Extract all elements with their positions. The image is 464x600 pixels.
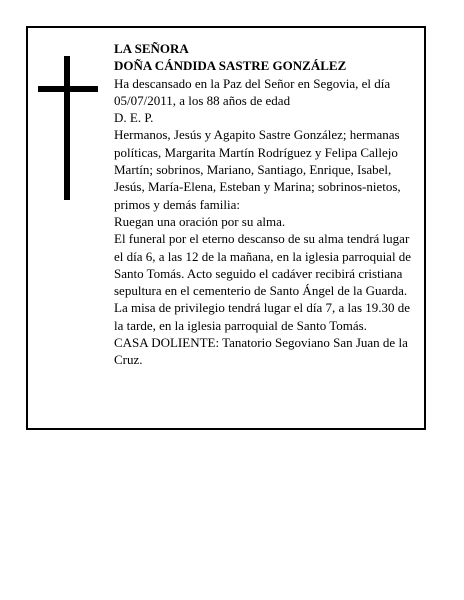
deceased-name: DOÑA CÁNDIDA SASTRE GONZÁLEZ: [114, 58, 347, 74]
cross-vertical-bar: [64, 56, 70, 200]
obituary-notice: [26, 26, 426, 430]
cross-horizontal-bar: [38, 86, 98, 92]
family-list: Hermanos, Jesús y Agapito Sastre González; hermanas políticas, Margarita Martín Rodríguez y Felipa Callejo Martín; sobrinos, Mariano, Santiago, Enrique, Isabel, Jesús, María-Elena, Esteban y Marina; sobrinos-nietos, primos y demás familia:: [114, 127, 401, 212]
notice-text: [114, 40, 418, 369]
latin-cross-icon: [38, 56, 98, 200]
rest-in-peace: D. E. P.: [114, 110, 154, 126]
deceased-honorific: LA SEÑORA: [114, 41, 189, 56]
mass-details: La misa de privilegio tendrá lugar el día 7, a las 19.30 de la tarde, en la iglesia parroquial de Santo Tomás.: [114, 300, 411, 333]
prayer-request: Ruegan una oración por su alma.: [114, 213, 286, 229]
mourning-house: CASA DOLIENTE: Tanatorio Segoviano San Juan de la Cruz.: [114, 335, 408, 368]
funeral-details: El funeral por el eterno descanso de su alma tendrá lugar el día 6, a las 12 de la mañana, en la iglesia parroquial de Santo Tomás. Acto seguido el cadáver recibirá cristiana sepultura en el cementerio de Santo Ángel de la Guarda.: [114, 231, 412, 299]
death-announcement: Ha descansado en la Paz del Señor en Segovia, el día 05/07/2011, a los 88 años de edad: [114, 75, 391, 108]
